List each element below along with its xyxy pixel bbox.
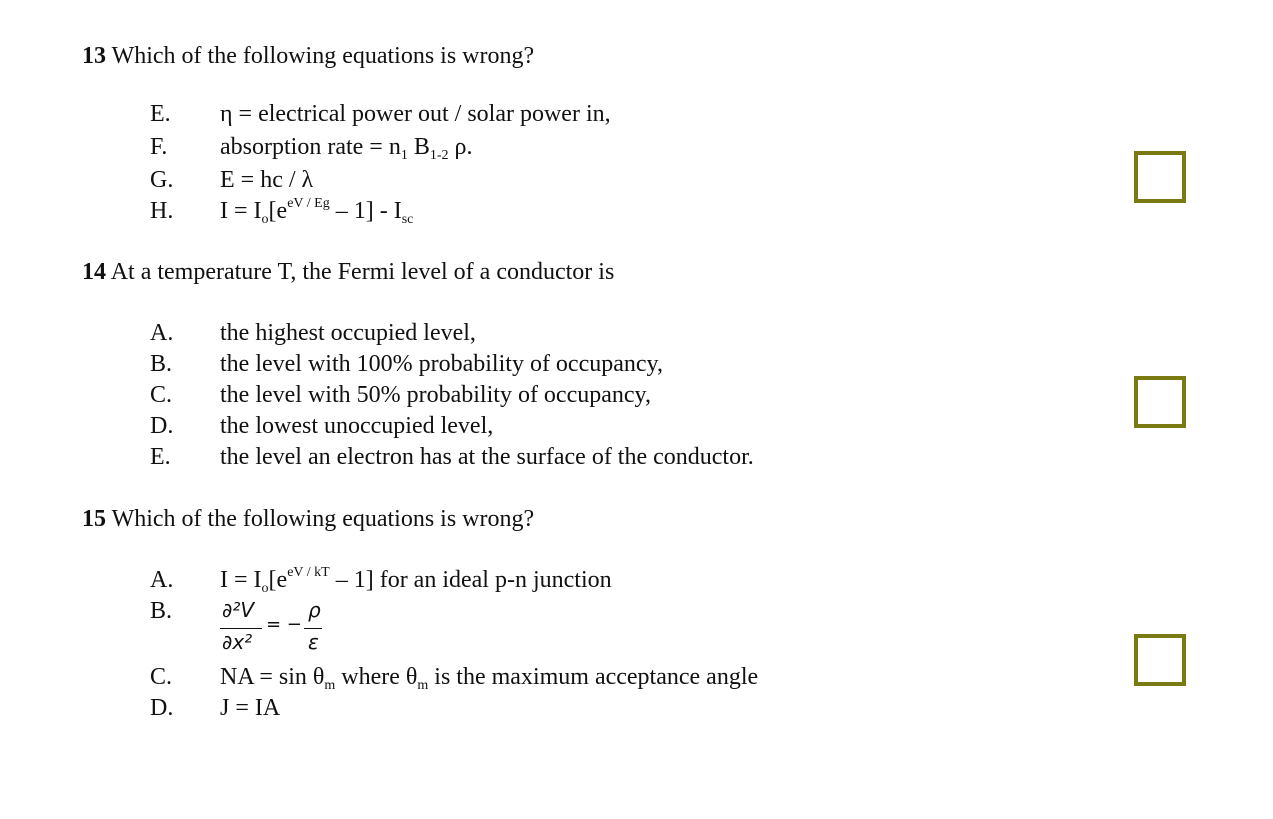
numerator-left: ∂²V [222,598,255,622]
text-part: ρ. [448,134,473,160]
q13-answer-box[interactable] [1134,151,1186,203]
q14-answer-box[interactable] [1134,376,1186,428]
superscript: eV / kT [287,565,330,580]
subscript: sc [401,212,414,227]
option-text: the level with 100% probability of occupancy, [220,351,663,377]
option-letter: D. [150,695,174,721]
text-part: [e [268,567,288,593]
option-text [220,196,413,226]
question-text: Which of the following equations is wrong? [111,43,535,69]
subscript: m [417,678,429,693]
option-letter: D. [150,413,174,439]
subscript: m [324,678,336,693]
subscript: 1-2 [429,148,449,163]
option-text [220,662,758,692]
option-text: the lowest unoccupied level, [220,413,494,439]
text-part: absorption rate = n [220,134,401,160]
option-letter: B. [150,598,173,624]
question-15-title [82,504,534,534]
question-14-title [82,257,614,287]
subscript: 1 [400,148,408,163]
text-part: NA = sin θ [220,664,325,690]
numerator-right: ρ [308,598,321,622]
text-part: is the maximum acceptance angle [428,664,759,690]
text-part: where θ [335,664,418,690]
text-part: [e [268,198,288,224]
option-letter: E. [150,101,171,127]
question-number: 13 [82,43,106,69]
question-13-title [82,41,534,71]
question-number: 14 [82,259,106,285]
option-letter: B. [150,351,173,377]
option-text: the level an electron has at the surface of the conductor. [220,444,754,470]
text-part: I = I [220,198,262,224]
fraction-bar-left [220,628,262,629]
subscript: o [261,212,269,227]
option-letter: C. [150,382,173,408]
option-letter: G. [150,167,174,193]
option-text: J = IA [220,695,281,721]
denominator-right: ε [308,630,319,654]
text-part: I = I [220,567,262,593]
subscript: o [261,581,269,596]
text-part: – 1] for an ideal p-n junction [329,567,612,593]
option-letter: A. [150,567,174,593]
equals-minus: = − [266,614,302,635]
option-text: the highest occupied level, [220,320,476,346]
option-letter: C. [150,664,173,690]
option-letter: E. [150,444,171,470]
denominator-left: ∂x² [222,630,253,654]
option-text: η = electrical power out / solar power in, [220,101,611,127]
option-letter: H. [150,198,174,224]
option-letter: F. [150,134,168,160]
q15-answer-box[interactable] [1134,634,1186,686]
option-letter: A. [150,320,174,346]
option-text [220,565,612,595]
option-text [220,132,473,162]
question-number: 15 [82,506,106,532]
text-part: – 1] - I [329,198,402,224]
question-text: At a temperature T, the Fermi level of a conductor is [110,259,615,285]
text-part: B [407,134,430,160]
superscript: eV / Eg [287,196,330,211]
option-text: the level with 50% probability of occupancy, [220,382,651,408]
question-text: Which of the following equations is wrong? [111,506,535,532]
option-text: E = hc / λ [220,167,314,193]
fraction-bar-right [304,628,322,629]
